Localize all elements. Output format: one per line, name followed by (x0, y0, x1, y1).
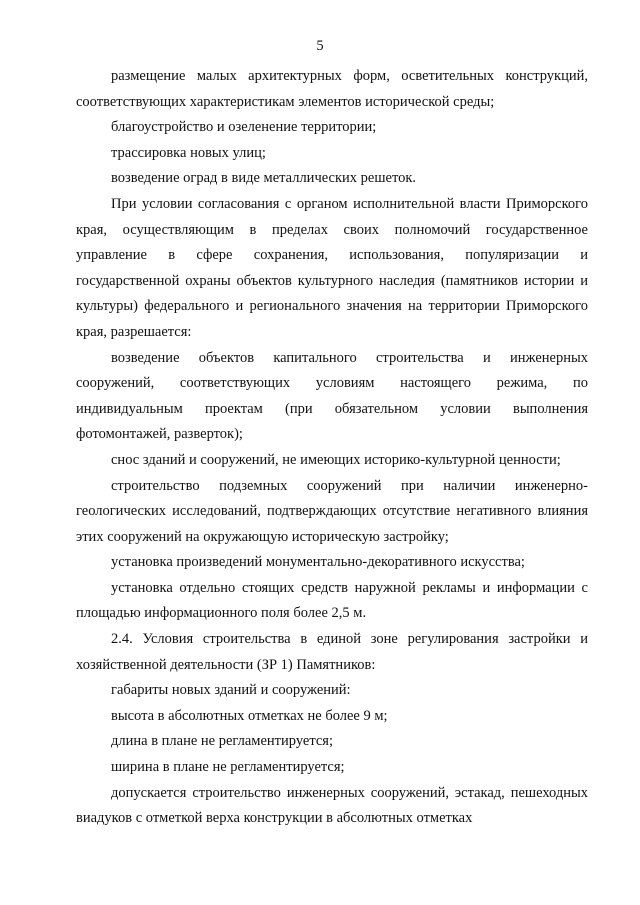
paragraph-outdoor-advertising: установка отдельно стоящих средств наружной рекламы и информации с площадью информационного поля более 2,5 м. (76, 579, 588, 622)
paragraph-monumental-art: установка произведений монументально-декоративного искусства; (111, 554, 525, 571)
page-number: 5 (316, 38, 324, 54)
paragraph-height-limit: высота в абсолютных отметках не более 9 м; (111, 707, 388, 724)
document-body (76, 64, 588, 832)
paragraph-engineering-structures: допускается строительство инженерных сооружений, эстакад, пешеходных виадуков с отметкой верха конструкции в абсолютных отметках (76, 784, 588, 827)
section-heading-2-4: 2.4. Условия строительства в единой зоне регулирования застройки и хозяйственной деятельности (ЗР 1) Памятников: (76, 631, 588, 673)
paragraph-capital-construction: возведение объектов капитального строительства и инженерных сооружений, соответствующих условиям настоящего режима, по индивидуальным проектам (при обязательном условии выполнения фотомонтажей, разверток); (76, 349, 588, 443)
paragraph-building-dimensions: габариты новых зданий и сооружений: (111, 682, 351, 699)
paragraph-landscaping: благоустройство и озеленение территории; (111, 119, 377, 136)
paragraph-metal-fences: возведение оград в виде металлических решеток. (111, 170, 417, 187)
paragraph-width-unregulated: ширина в плане не регламентируется; (111, 759, 345, 776)
paragraph-underground-structures: строительство подземных сооружений при наличии инженерно-геологических исследований, подтверждающих отсутствие негативного влияния этих сооружений на окружающую историческую застройку; (76, 477, 588, 545)
paragraph-approval-condition: При условии согласования с органом исполнительной власти Приморского края, осуществляющим в пределах своих полномочий государственное управление в сфере сохранения, использования, популяризации и государственной охраны объектов культурного наследия (памятников истории и культуры) федерального и регионального значения на территории Приморского края, разрешается: (76, 195, 588, 340)
paragraph-demolition: снос зданий и сооружений, не имеющих историко-культурной ценности; (111, 451, 561, 468)
paragraph-small-architectural-forms: размещение малых архитектурных форм, осветительных конструкций, соответствующих характеристикам элементов исторической среды; (76, 68, 588, 110)
paragraph-new-streets: трассировка новых улиц; (111, 144, 266, 161)
paragraph-length-unregulated: длина в плане не регламентируется; (111, 733, 333, 750)
